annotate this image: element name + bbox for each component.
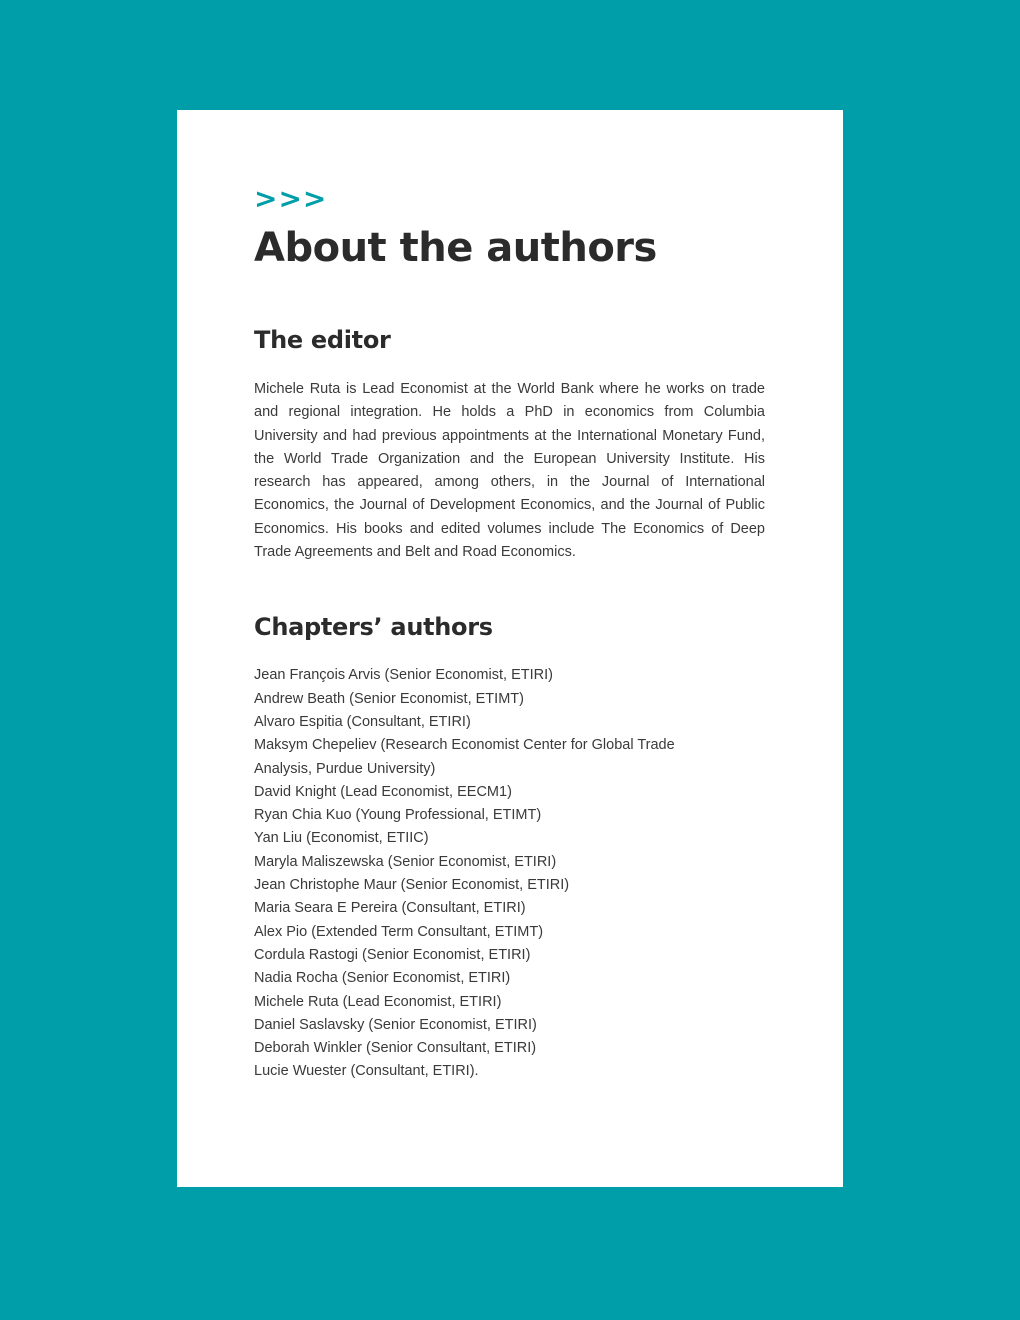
list-item: Maryla Maliszewska (Senior Economist, ETIRI) [254,853,557,870]
list-item: Cordula Rastogi (Senior Economist, ETIRI) [254,946,531,963]
list-item: Maksym Chepeliev (Research Economist Center for Global Trade Analysis, Purdue University) [254,737,675,777]
list-item: Daniel Saslavsky (Senior Economist, ETIRI) [254,1016,537,1033]
editor-bio: Michele Ruta is Lead Economist at the World Bank where he works on trade and regional integration. He holds a PhD in economics from Columbia University and had previous appointments at the International Monetary Fund, the World Trade Organization and the European University Institute. His research has appeared, among others, in the Journal of International Economics, the Journal of Development Economics, and the Journal of Public Economics. His books and edited volumes include The Economics of Deep Trade Agreements and Belt and Road Economics. [254,381,765,561]
editor-heading: The editor [254,326,391,354]
list-item: Andrew Beath (Senior Economist, ETIMT) [254,690,524,707]
list-item: Yan Liu (Economist, ETIIC) [254,830,429,847]
list-item: Maria Seara E Pereira (Consultant, ETIRI) [254,900,526,917]
list-item: Jean François Arvis (Senior Economist, ETIRI) [254,667,553,684]
list-item: Alex Pio (Extended Term Consultant, ETIMT) [254,923,544,940]
list-item: Lucie Wuester (Consultant, ETIRI). [254,1063,479,1080]
page-content [254,182,765,1084]
page-title: About the authors [254,225,657,271]
list-item: Jean Christophe Maur (Senior Economist, ETIRI) [254,877,570,894]
list-item: Ryan Chia Kuo (Young Professional, ETIMT) [254,807,542,824]
chevrons-icon: >>> [254,182,328,215]
list-item: Nadia Rocha (Senior Economist, ETIRI) [254,970,511,987]
authors-heading: Chapters’ authors [254,613,493,642]
document-page [177,110,843,1187]
list-item: Michele Ruta (Lead Economist, ETIRI) [254,993,502,1010]
author-list [254,664,724,1083]
list-item: David Knight (Lead Economist, EECM1) [254,783,512,800]
list-item: Alvaro Espitia (Consultant, ETIRI) [254,713,471,730]
list-item: Deborah Winkler (Senior Consultant, ETIRI) [254,1040,537,1057]
